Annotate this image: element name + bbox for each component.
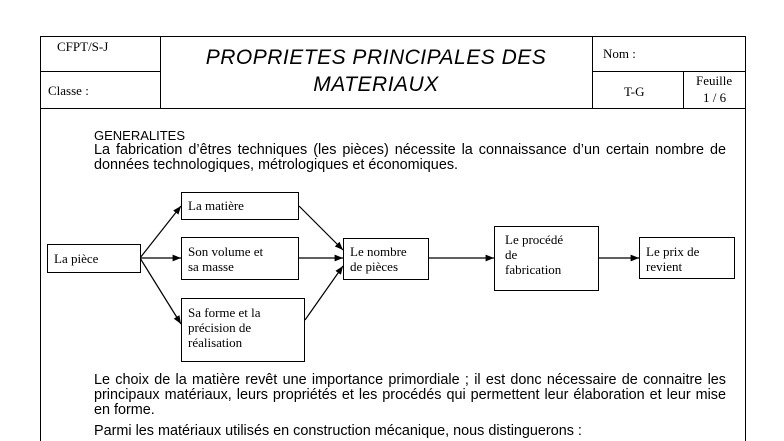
box-la-matiere-label: La matière xyxy=(188,198,244,213)
box-volume-line1: Son volume et xyxy=(188,244,264,259)
school-code: CFPT/S-J xyxy=(57,39,109,54)
box-procede-line1: Le procédé xyxy=(505,232,564,247)
box-volume-line2: sa masse xyxy=(188,259,234,274)
arrow-forme-to-nombre xyxy=(305,266,343,320)
class-label: Classe : xyxy=(48,83,89,98)
box-forme-precision xyxy=(181,298,305,362)
box-procede-line3: fabrication xyxy=(505,262,562,277)
box-nombre-pieces xyxy=(343,238,429,280)
box-prix-line1: Le prix de xyxy=(646,244,700,259)
sheet-number: 1 / 6 xyxy=(703,90,727,105)
arrow-matiere-to-nombre xyxy=(299,206,343,250)
page-title-line2: MATERIAUX xyxy=(313,73,439,96)
box-forme-line3: réalisation xyxy=(188,335,243,350)
body-paragraph xyxy=(94,373,726,418)
box-volume-masse xyxy=(181,237,299,280)
section-code: T-G xyxy=(624,84,645,99)
box-procede-line2: de xyxy=(505,247,518,262)
box-prix-revient xyxy=(639,237,735,279)
box-forme-line1: Sa forme et la xyxy=(188,305,261,320)
box-la-matiere xyxy=(181,192,299,220)
sheet-label: Feuille xyxy=(696,73,733,88)
box-la-piece xyxy=(47,244,141,273)
box-nombre-line1: Le nombre xyxy=(350,244,407,259)
box-procede-fabrication xyxy=(494,226,599,291)
arrow-piece-to-matiere xyxy=(140,206,181,258)
body-text: Le choix de la matière revêt une importance primordiale ; il est donc nécessaire de connaitre les principaux matériaux, leurs propriétés et les procédés qui permettent leur élaboration et leur mise en forme. xyxy=(94,372,726,418)
box-la-piece-label: La pièce xyxy=(54,251,99,266)
box-nombre-line2: de pièces xyxy=(350,259,399,274)
arrow-piece-to-forme xyxy=(140,258,181,324)
name-label: Nom : xyxy=(603,46,636,61)
box-forme-line2: précision de xyxy=(188,320,252,335)
page-title-line1: PROPRIETES PRINCIPALES DES xyxy=(205,46,547,69)
body-last-line: Parmi les matériaux utilisés en construction mécanique, nous distinguerons : xyxy=(94,423,582,439)
section-heading: GENERALITES xyxy=(94,128,186,143)
box-prix-line2: revient xyxy=(646,259,683,274)
intro-text: La fabrication d’êtres techniques (les pièces) nécessite la connaissance d’un certain nombre de données technologiques, métrologiques et économiques. xyxy=(94,142,726,173)
